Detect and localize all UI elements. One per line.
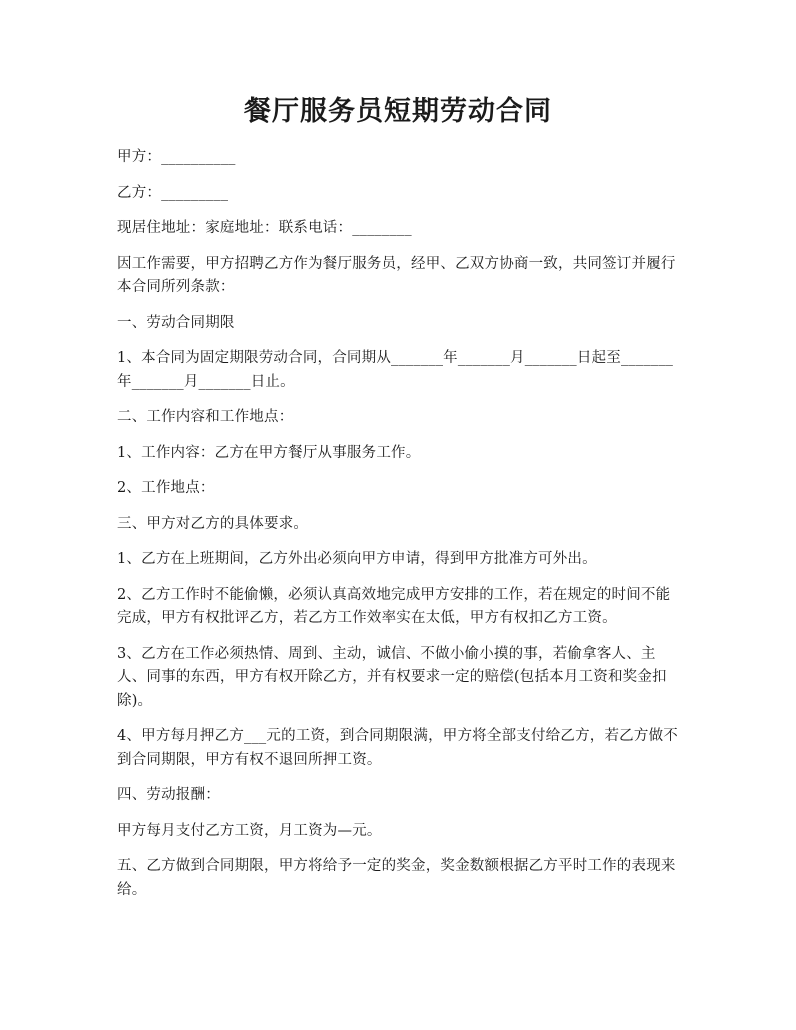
document-title: 餐厅服务员短期劳动合同 bbox=[244, 96, 552, 127]
clause-paragraph: 2、乙方工作时不能偷懒，必须认真高效地完成甲方安排的工作，若在规定的时间不能完成，甲方有权批评乙方，若乙方工作效率实在太低，甲方有权扣乙方工资。 bbox=[117, 586, 671, 626]
clause-paragraph: 1、乙方在上班期间，乙方外出必须向甲方申请，得到甲方批准方可外出。 bbox=[117, 551, 597, 567]
preamble-paragraph: 因工作需要，甲方招聘乙方作为餐厅服务员，经甲、乙双方协商一致，共同签订并履行本合同所列条款： bbox=[117, 255, 676, 295]
document-body bbox=[117, 146, 685, 914]
clause-paragraph: 1、工作内容：乙方在甲方餐厅从事服务工作。 bbox=[117, 444, 421, 461]
clause-paragraph: 4、甲方每月押乙方___元的工资，到合同期限满，甲方将全部支付给乙方，若乙方做不到合同期限，甲方有权不退回所押工资。 bbox=[117, 728, 678, 768]
section-heading: 三、甲方对乙方的具体要求。 bbox=[117, 515, 309, 532]
clause-paragraph: 2、工作地点： bbox=[117, 480, 215, 496]
contract-term-paragraph: 1、本合同为固定期限劳动合同，合同期从_______年_______月_______日起至_______年_______月_______日止。 bbox=[117, 350, 674, 390]
party-a-line: 甲方：__________ bbox=[117, 149, 236, 165]
clause-paragraph: 五、乙方做到合同期限，甲方将给予一定的奖金，奖金数额根据乙方平时工作的表现来给。 bbox=[117, 858, 676, 898]
party-b-line: 乙方：_________ bbox=[117, 184, 229, 201]
section-heading: 二、工作内容和工作地点： bbox=[117, 409, 294, 425]
clause-paragraph: 3、乙方在工作必须热情、周到、主动，诚信、不做小偷小摸的事，若偷拿客人、主人、同事的东西，甲方有权开除乙方，并有权要求一定的赔偿(包括本月工资和奖金扣除)。 bbox=[117, 645, 667, 709]
clause-paragraph: 甲方每月支付乙方工资，月工资为—元。 bbox=[117, 822, 382, 839]
section-heading: 四、劳动报酬： bbox=[117, 787, 220, 803]
section-heading: 一、劳动合同期限 bbox=[117, 314, 235, 331]
address-phone-line: 现居住地址：家庭地址：联系电话：________ bbox=[117, 220, 412, 236]
